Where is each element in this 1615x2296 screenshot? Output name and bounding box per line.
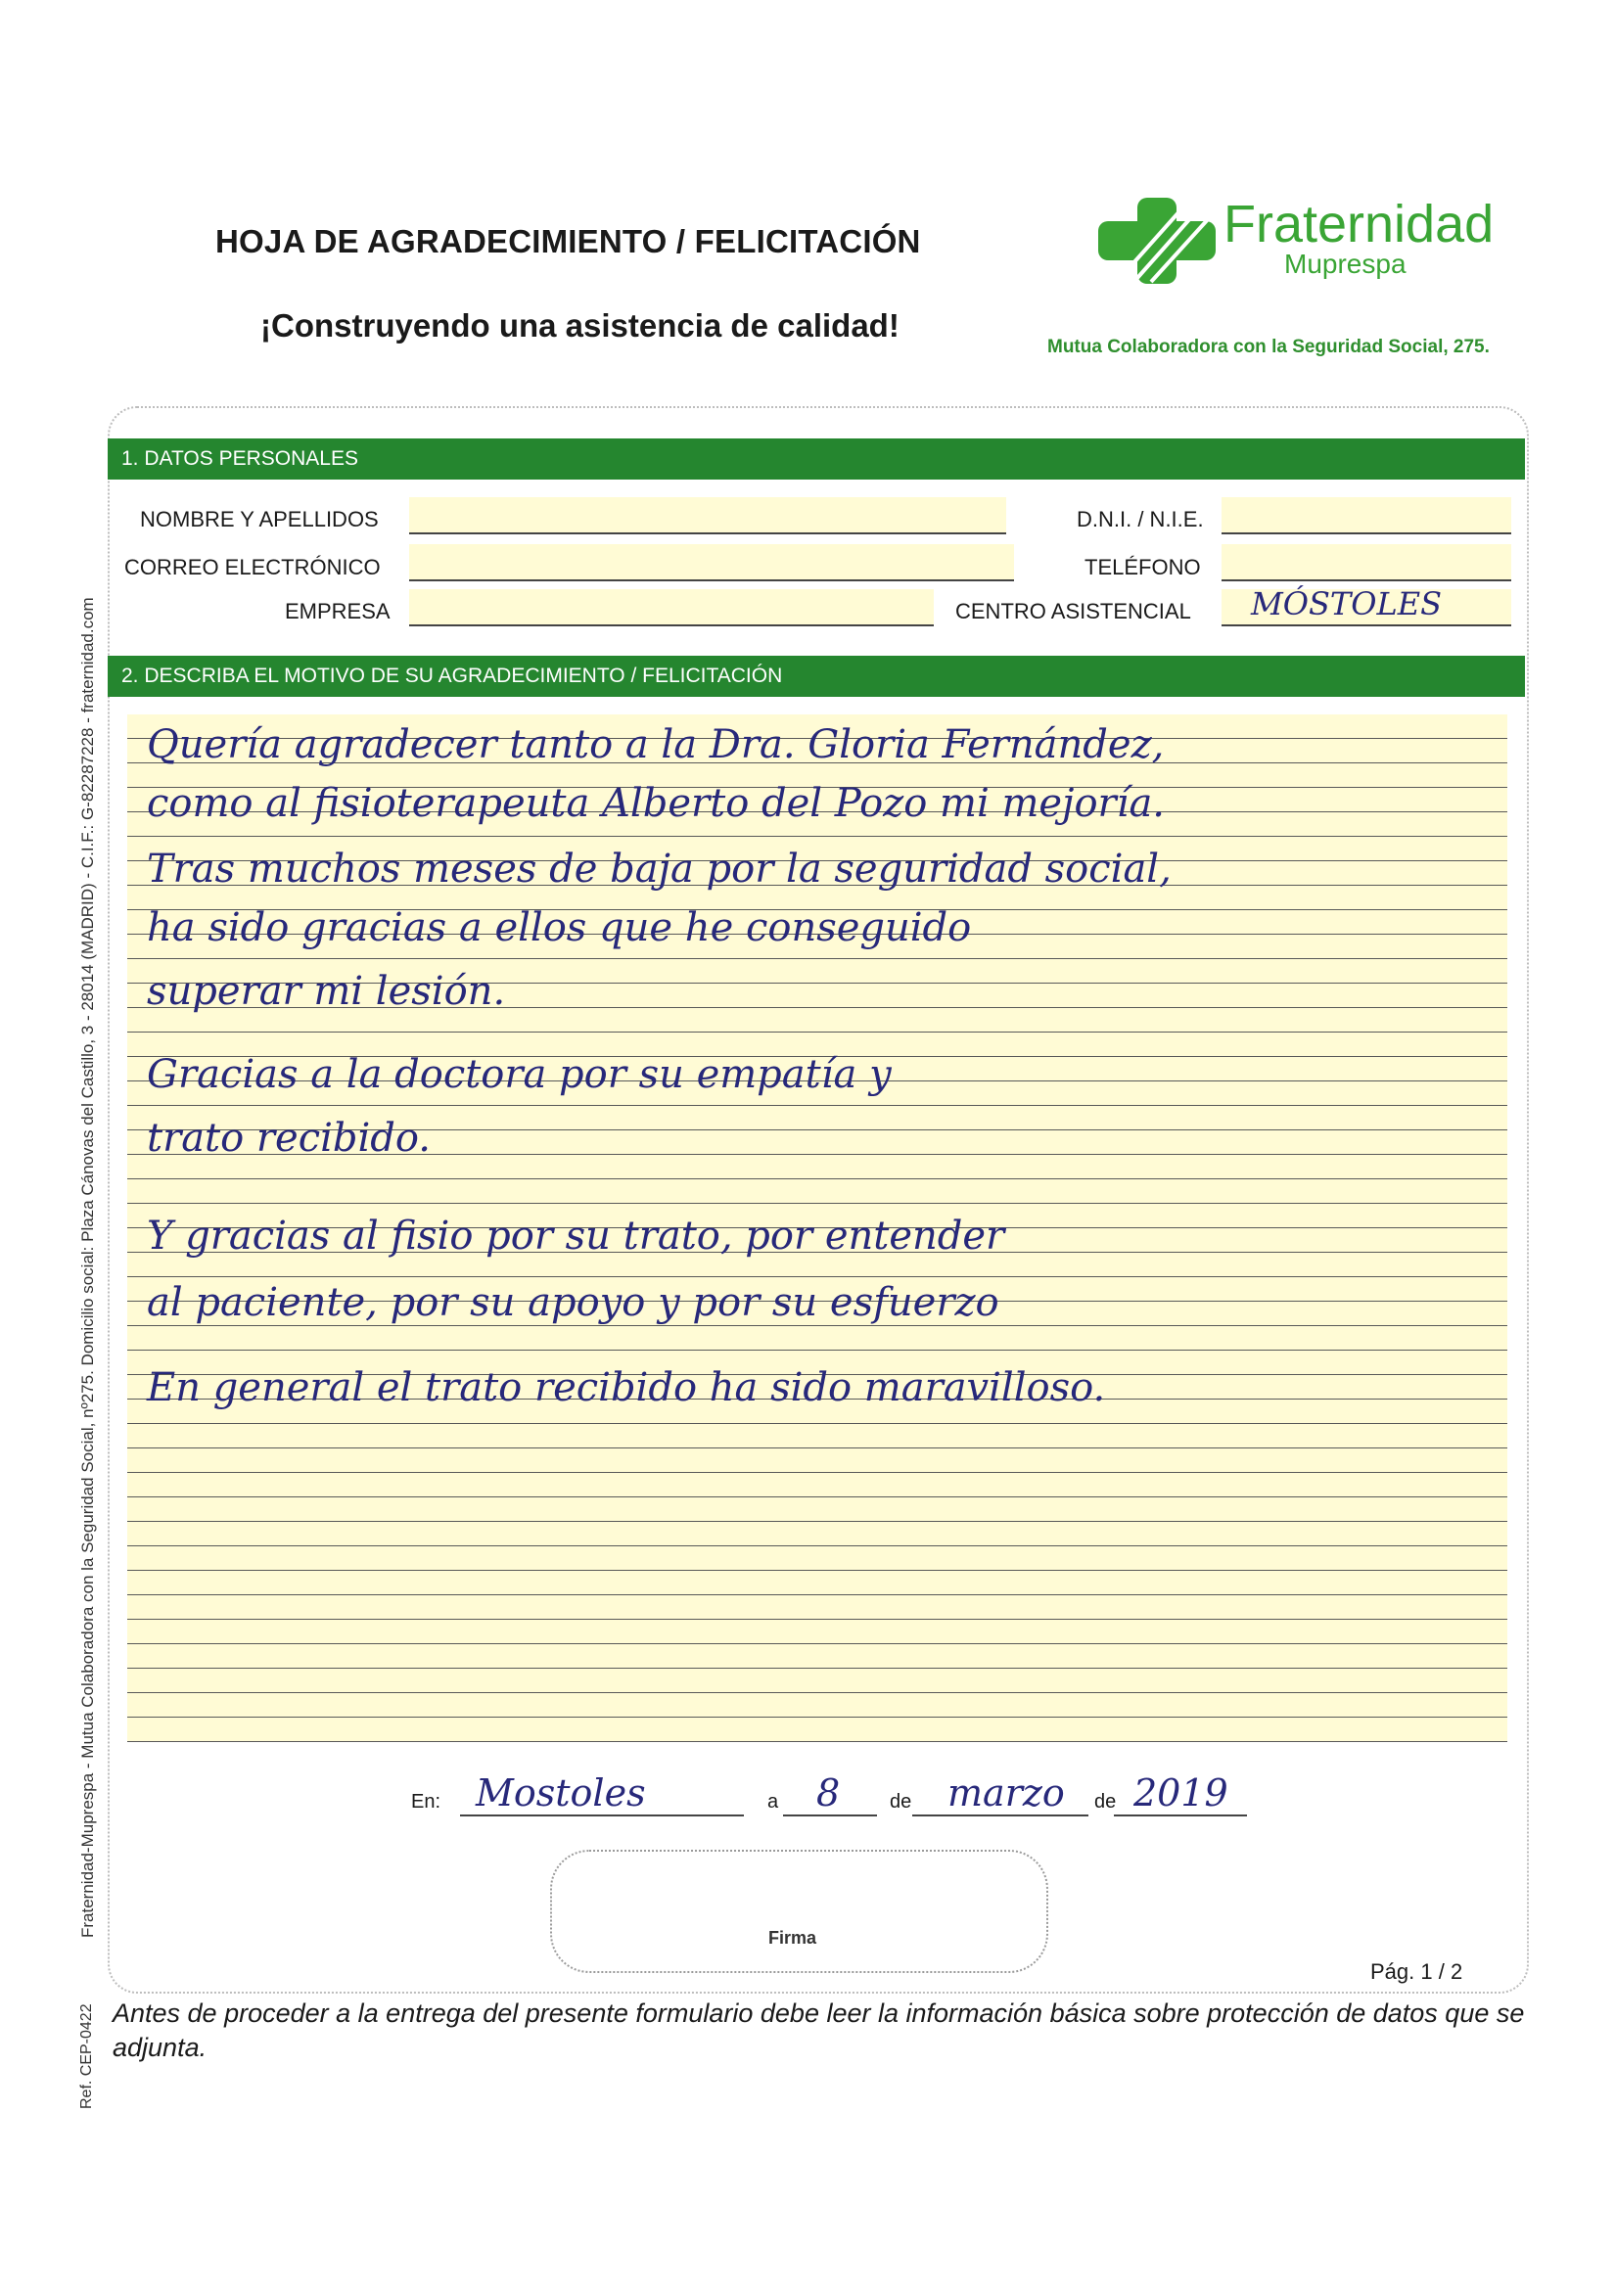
page-number: Pág. 1 / 2 [1370, 1959, 1463, 1984]
section-motivo-header: 2. DESCRIBA EL MOTIVO DE SU AGRADECIMIENTO / FELICITACIÓN [108, 656, 1525, 697]
section-personal-data-header: 1. DATOS PERSONALES [108, 438, 1525, 480]
centro-label: CENTRO ASISTENCIAL [955, 599, 1191, 623]
firma-label: Firma [768, 1928, 817, 1948]
signature-box[interactable] [550, 1850, 1048, 1973]
legal-side-text: Fraternidad-Muprespa - Mutua Colaboradora con la Seguridad Social, nº275. Domicilio social: Plaza Cánovas del Castillo, 3 - 28014 (MADRID) - C.I.F.: G-82287228 - fraternidad.com [78, 597, 97, 1938]
a-label: a [767, 1791, 779, 1813]
empresa-label: EMPRESA [285, 599, 391, 623]
day-field[interactable] [783, 1771, 877, 1816]
de-label-2: de [1094, 1791, 1117, 1813]
month-field[interactable] [912, 1771, 1088, 1816]
centro-field[interactable] [1222, 585, 1511, 626]
motivo-line: trato recibido. [147, 1116, 431, 1161]
correo-field[interactable] [409, 544, 1014, 581]
telefono-field[interactable] [1222, 544, 1511, 581]
motivo-line: Y gracias al fisio por su trato, por entender [147, 1214, 1005, 1259]
year-field[interactable] [1114, 1771, 1247, 1816]
logo-subtitle: Muprespa [1284, 249, 1407, 279]
logo-wordmark: Fraternidad [1223, 195, 1495, 253]
de-label-1: de [890, 1791, 912, 1813]
dni-field[interactable] [1222, 497, 1511, 534]
motivo-line: superar mi lesión. [147, 969, 506, 1014]
document-subtitle: ¡Construyendo una asistencia de calidad! [260, 307, 900, 344]
correo-label: CORREO ELECTRÓNICO [124, 555, 381, 579]
place-value: Mostoles [476, 1771, 646, 1814]
motivo-line: Quería agradecer tanto a la Dra. Gloria Fernández, [147, 722, 1165, 767]
centro-value: MÓSTOLES [1251, 585, 1443, 622]
motivo-line: Tras muchos meses de baja por la seguridad social, [147, 847, 1172, 892]
motivo-line: En general el trato recibido ha sido maravilloso. [147, 1365, 1106, 1410]
year-value: 2019 [1133, 1771, 1228, 1814]
month-value: marzo [947, 1771, 1065, 1814]
nombre-label: NOMBRE Y APELLIDOS [140, 507, 379, 531]
en-label: En: [411, 1791, 441, 1813]
motivo-line: ha sido gracias a ellos que he conseguido [147, 905, 972, 950]
place-field[interactable] [460, 1771, 744, 1816]
dni-label: D.N.I. / N.I.E. [1077, 507, 1204, 531]
document-title: HOJA DE AGRADECIMIENTO / FELICITACIÓN [215, 223, 921, 259]
empresa-field[interactable] [409, 589, 934, 626]
day-value: 8 [816, 1771, 841, 1814]
mutua-caption: Mutua Colaboradora con la Seguridad Social, 275. [1047, 337, 1490, 357]
reference-code: Ref. CEP-0422 [78, 2003, 95, 2109]
data-protection-note: Antes de proceder a la entrega del presente formulario debe leer la información básica sobre protección de datos que se adjunta. [113, 1998, 1525, 2062]
fraternidad-logo-icon [1094, 192, 1220, 290]
motivo-line: Gracias a la doctora por su empatía y [147, 1052, 892, 1097]
motivo-line: como al fisioterapeuta Alberto del Pozo mi mejoría. [147, 781, 1166, 826]
telefono-label: TELÉFONO [1084, 555, 1201, 579]
nombre-field[interactable] [409, 497, 1006, 534]
motivo-line: al paciente, por su apoyo y por su esfuerzo [147, 1280, 999, 1325]
